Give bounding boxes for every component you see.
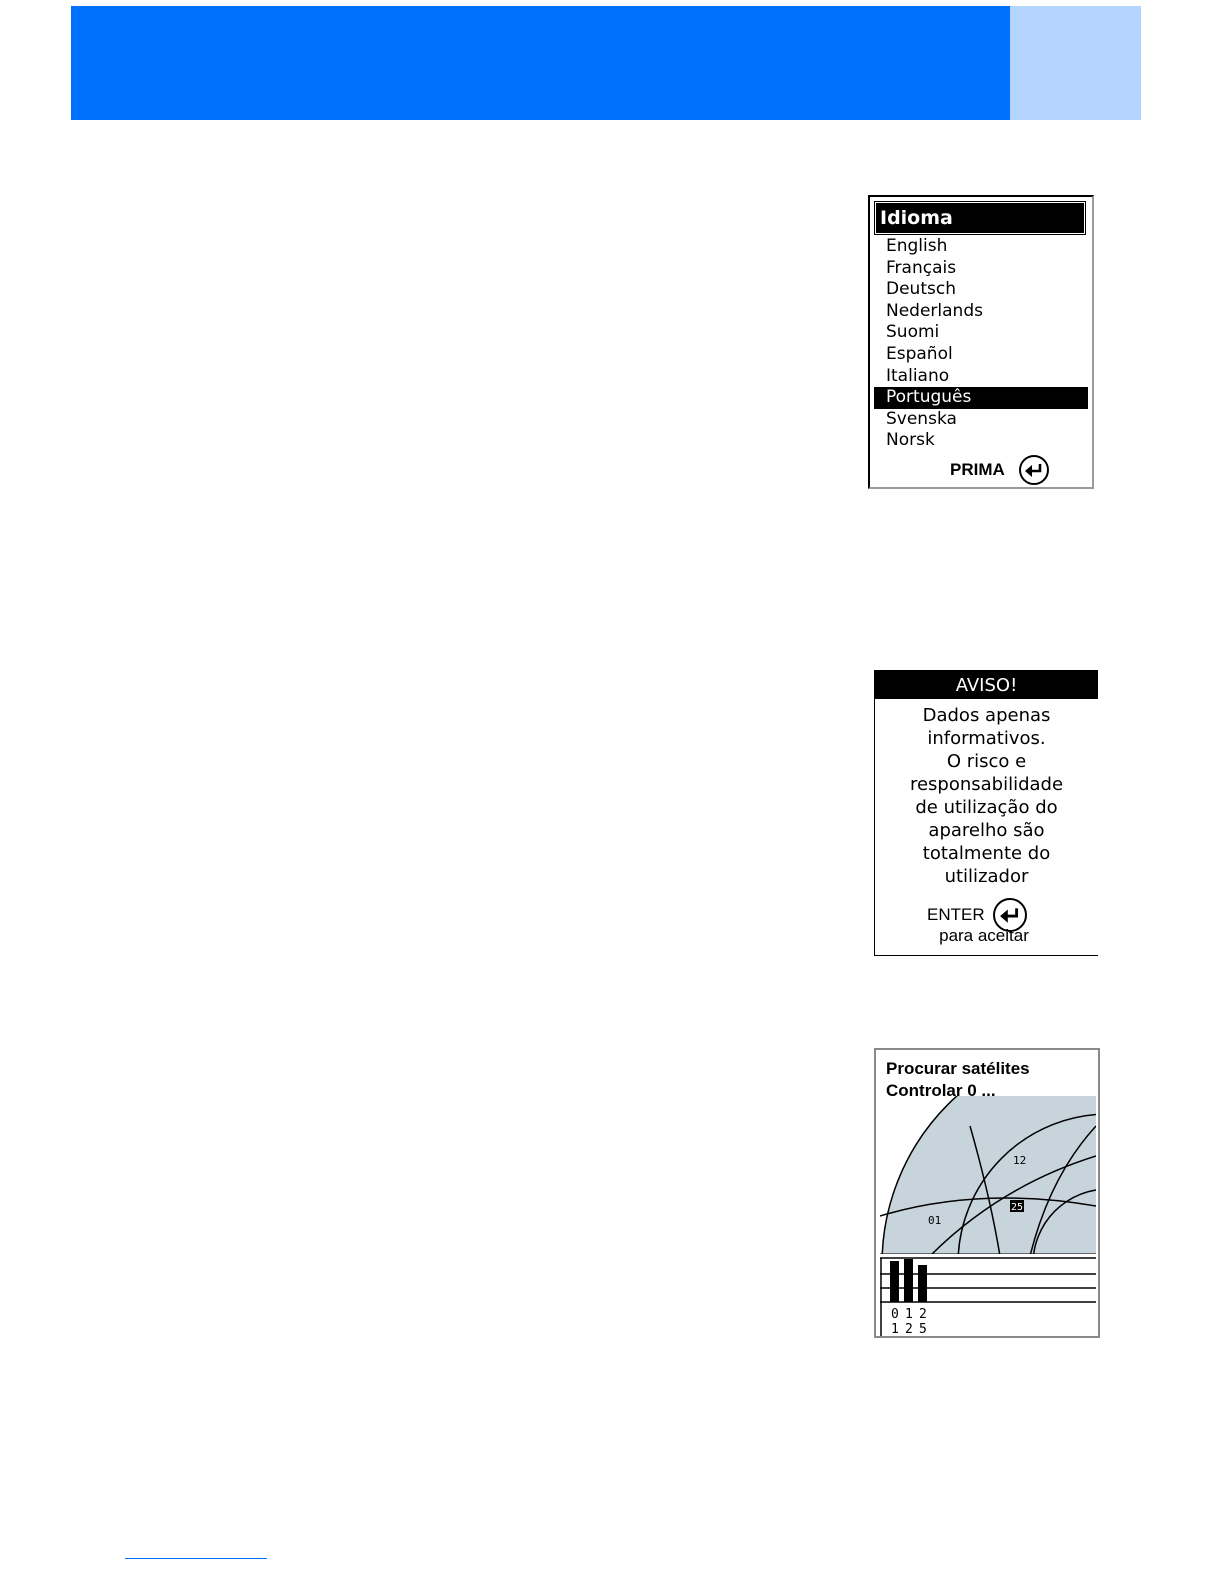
status-line-tracking: Controlar 0 ... bbox=[886, 1081, 996, 1100]
language-list bbox=[874, 236, 1088, 452]
bar-label: 5 bbox=[919, 1322, 927, 1336]
signal-bar bbox=[904, 1259, 913, 1302]
warning-title: AVISO! bbox=[875, 670, 1098, 699]
warning-line: responsabilidade bbox=[909, 774, 1064, 795]
warning-line: Dados apenas bbox=[922, 705, 1051, 726]
warning-line: aparelho são bbox=[928, 820, 1045, 841]
warning-line: totalmente do bbox=[922, 843, 1051, 864]
prima-label: PRIMA bbox=[950, 460, 1005, 479]
warning-line: de utilização do bbox=[915, 797, 1058, 818]
signal-bar bbox=[918, 1265, 927, 1302]
satellite-screen bbox=[874, 1048, 1100, 1338]
warning-line: utilizador bbox=[944, 866, 1029, 887]
bar-label: 2 bbox=[919, 1307, 927, 1322]
warning-line: O risco e bbox=[946, 751, 1027, 772]
satellite-label: 25 bbox=[1011, 1202, 1024, 1213]
bar-label: 1 bbox=[891, 1322, 899, 1336]
language-screen bbox=[868, 195, 1094, 489]
language-item-deutsch[interactable]: Deutsch bbox=[886, 279, 956, 300]
enter-icon[interactable] bbox=[1019, 455, 1049, 485]
header-tab bbox=[1010, 6, 1141, 120]
language-item-italiano[interactable]: Italiano bbox=[886, 365, 950, 386]
satellite-label: 01 bbox=[928, 1214, 942, 1227]
bar-label: 1 bbox=[905, 1307, 913, 1322]
bar-label: 0 bbox=[891, 1307, 899, 1322]
language-item-english[interactable]: English bbox=[886, 236, 948, 256]
language-item-nederlands[interactable]: Nederlands bbox=[886, 300, 983, 321]
bar-label: 2 bbox=[905, 1322, 913, 1336]
signal-strength-bars bbox=[880, 1256, 1096, 1336]
language-item-suomi[interactable]: Suomi bbox=[886, 322, 940, 343]
satellite-sky-view bbox=[880, 1096, 1096, 1254]
language-title: Idioma bbox=[876, 203, 1084, 233]
warning-screen bbox=[874, 670, 1098, 956]
enter-label: ENTER bbox=[927, 905, 985, 924]
language-item-norsk[interactable]: Norsk bbox=[886, 430, 935, 451]
header-bar bbox=[71, 6, 1010, 120]
footer-rule bbox=[125, 1558, 267, 1559]
status-line-search: Procurar satélites bbox=[886, 1059, 1030, 1078]
satellite-label: 12 bbox=[1013, 1154, 1027, 1167]
language-item-svenska[interactable]: Svenska bbox=[886, 408, 957, 429]
language-item-francais[interactable]: Français bbox=[886, 257, 957, 278]
language-footer bbox=[950, 455, 1049, 485]
language-item-espanol[interactable]: Español bbox=[886, 343, 953, 364]
warning-line: informativos. bbox=[927, 728, 1046, 749]
signal-bar bbox=[890, 1261, 899, 1302]
language-item-portugues[interactable]: Português bbox=[874, 387, 1088, 409]
accept-label: para aceitar bbox=[939, 926, 1029, 945]
warning-message bbox=[875, 704, 1098, 888]
